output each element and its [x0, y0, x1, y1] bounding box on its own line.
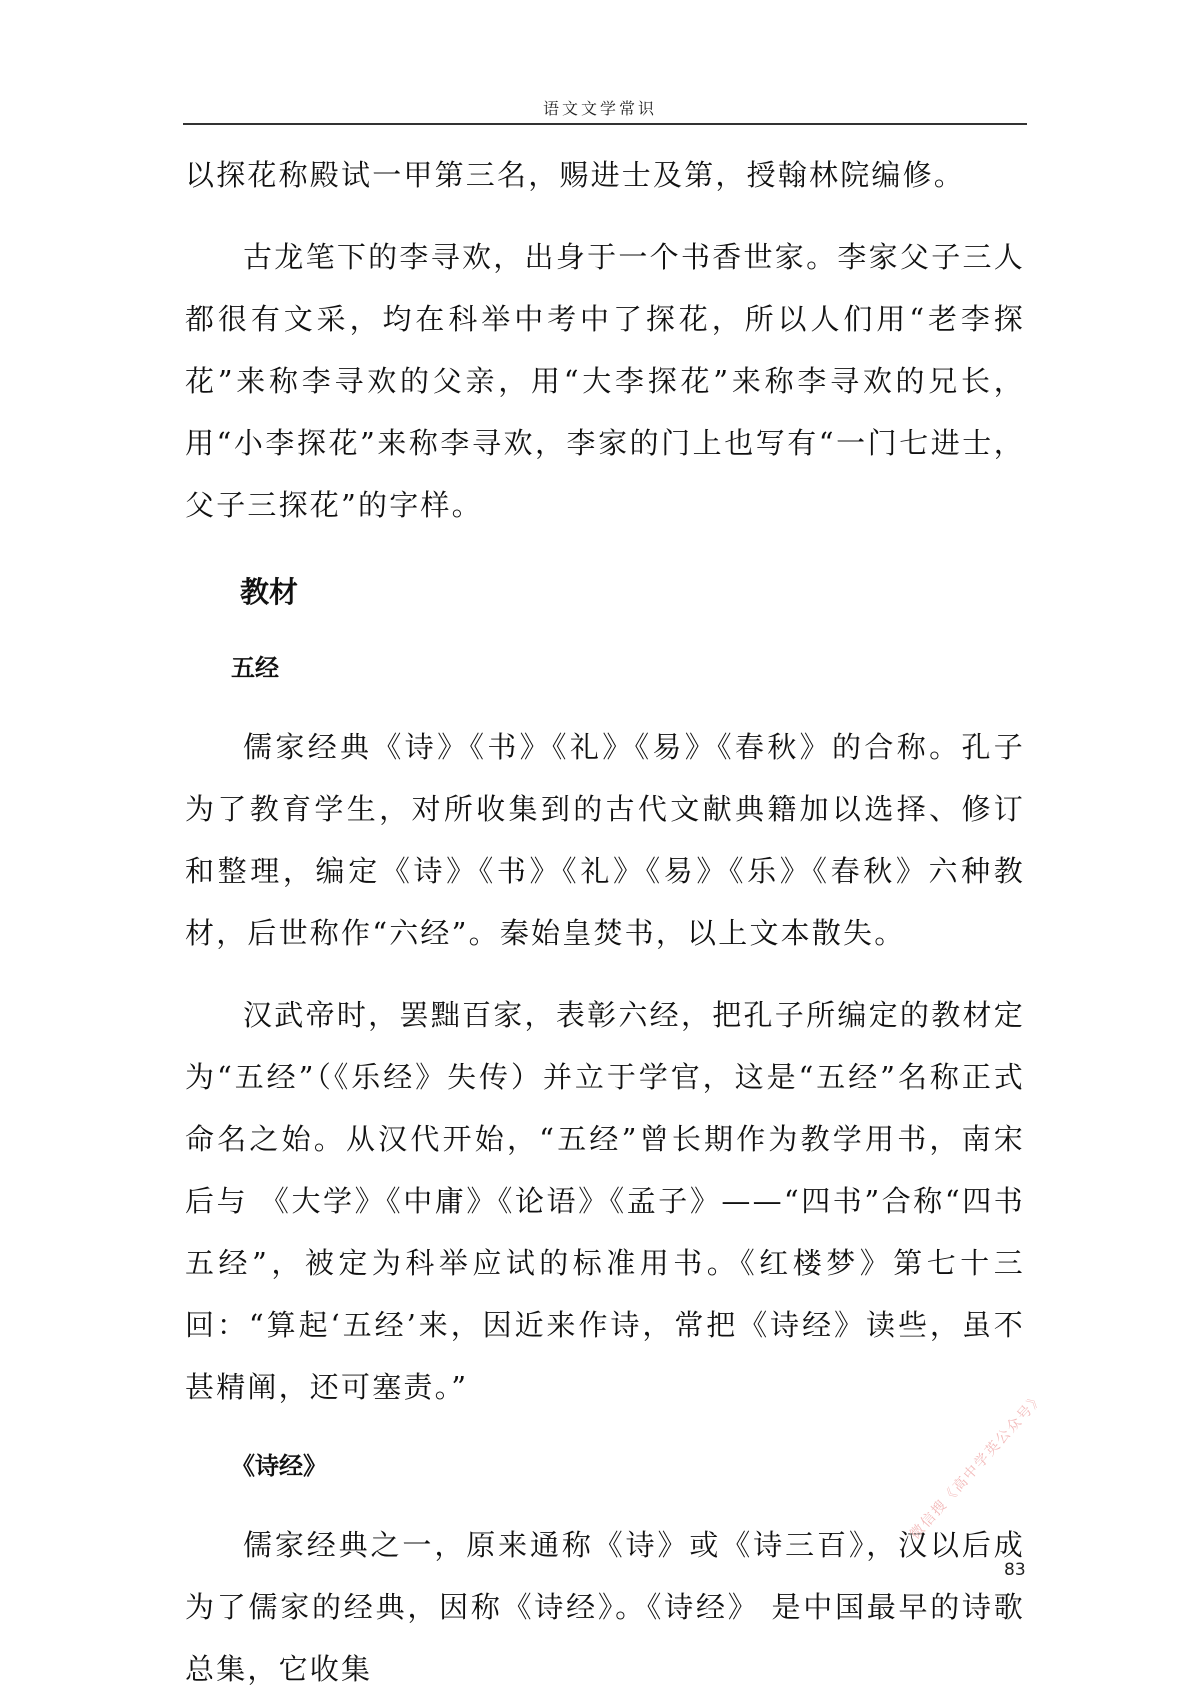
subheading-five-classics: 五经	[231, 654, 279, 682]
running-header: 语文文学常识	[542, 99, 657, 118]
header-rule	[183, 123, 1027, 125]
watermark: 微信搜《高中学英公众号》	[907, 1389, 1048, 1543]
paragraph-4: 汉武帝时，罢黜百家，表彰六经，把孔子所编定的教材定为“五经”（《乐经》失传）并立于学官，这是“五经”名称正式命名之始。从汉代开始，“五经”曾长期作为教学用书，南宋后与 《大学》《中庸》《论语》《孟子》——“四书”合称“四书五经”，被定为科举应试的标准用书。《红楼梦》第七十三回：“算起‘五经’来，因近来作诗，常把《诗经》读些，虽不甚精阐，还可塞责。”	[185, 998, 1025, 1404]
paragraph-1: 以探花称殿试一甲第三名，赐进士及第，授翰林院编修。	[185, 158, 966, 192]
paragraph-3: 儒家经典《诗》《书》《礼》《易》《春秋》的合称。孔子为了教育学生，对所收集到的古代文献典籍加以选择、修订和整理，编定《诗》《书》《礼》《易》《乐》《春秋》六种教材，后世称作“六经”。秦始皇焚书，以上文本散失。	[185, 730, 1025, 950]
paragraph-5: 儒家经典之一，原来通称《诗》或《诗三百》，汉以后成为了儒家的经典，因称《诗经》。《诗经》 是中国最早的诗歌总集，它收集	[185, 1528, 1025, 1686]
subheading-book-of-songs: 《诗经》	[231, 1452, 327, 1480]
section-heading-textbooks: 教材	[240, 575, 299, 609]
paragraph-2: 古龙笔下的李寻欢，出身于一个书香世家。李家父子三人都很有文采，均在科举中考中了探花，所以人们用“老李探花”来称李寻欢的父亲，用“大李探花”来称李寻欢的兄长，用“小李探花”来称李寻欢，李家的门上也写有“一门七进士，父子三探花”的字样。	[185, 240, 1025, 522]
page-content	[185, 144, 1025, 1700]
page-number: 83	[1004, 1560, 1026, 1580]
